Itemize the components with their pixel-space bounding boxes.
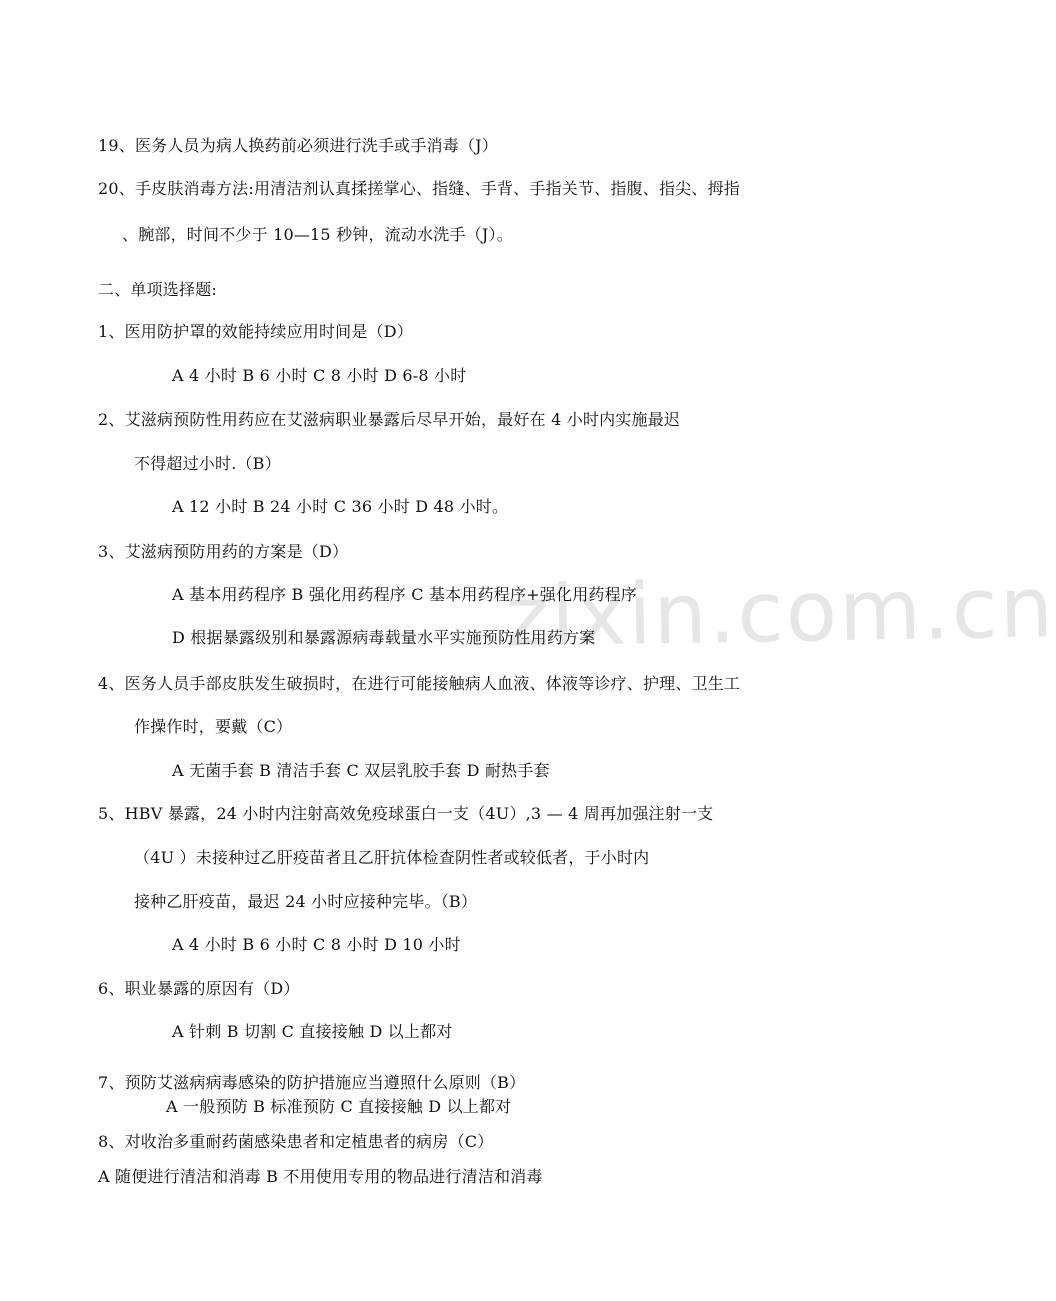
question-line: 作操作时，要戴（C） xyxy=(134,717,293,736)
answer-options: A 一般预防 B 标准预防 C 直接接触 D 以上都对 xyxy=(166,1097,512,1116)
answer-options: A 4 小时 B 6 小时 C 8 小时 D 6-8 小时 xyxy=(172,366,467,385)
question-line: 8、对收治多重耐药菌感染患者和定植患者的病房（C） xyxy=(98,1132,494,1151)
question-line: 7、预防艾滋病病毒感染的防护措施应当遵照什么原则（B） xyxy=(98,1073,526,1092)
text-line: 19、医务人员为病人换药前必须进行洗手或手消毒（J） xyxy=(98,136,498,155)
question-line: 接种乙肝疫苗，最迟 24 小时应接种完毕。（B） xyxy=(134,892,478,911)
question-line: 5、HBV 暴露，24 小时内注射高效免疫球蛋白一支（4U）,3 — 4 周再加强注射一支 xyxy=(98,804,714,823)
answer-options: A 无菌手套 B 清洁手套 C 双层乳胶手套 D 耐热手套 xyxy=(172,761,550,780)
section-heading: 二、单项选择题: xyxy=(98,280,217,299)
text-line: 、腕部，时间不少于 10—15 秒钟，流动水洗手（J）。 xyxy=(122,225,513,244)
text-line: 20、手皮肤消毒方法:用清洁剂认真揉搓掌心、指缝、手背、手指关节、指腹、指尖、拇指 xyxy=(98,179,740,198)
answer-options: A 基本用药程序 B 强化用药程序 C 基本用药程序+强化用药程序 xyxy=(172,585,637,604)
question-line: 6、职业暴露的原因有（D） xyxy=(98,979,300,998)
question-line: 3、艾滋病预防用药的方案是（D） xyxy=(98,542,349,561)
question-line: 2、艾滋病预防性用药应在艾滋病职业暴露后尽早开始，最好在 4 小时内实施最迟 xyxy=(98,410,681,429)
answer-options: A 随便进行清洁和消毒 B 不用使用专用的物品进行清洁和消毒 xyxy=(98,1167,543,1186)
answer-options: D 根据暴露级别和暴露源病毒载量水平实施预防性用药方案 xyxy=(172,628,596,647)
watermark: zixin.com.cn xyxy=(504,558,1056,666)
question-line: 4、医务人员手部皮肤发生破损时，在进行可能接触病人血液、体液等诊疗、护理、卫生工 xyxy=(98,674,741,693)
question-line: 不得超过小时.（B） xyxy=(134,454,281,473)
answer-options: A 针刺 B 切割 C 直接接触 D 以上都对 xyxy=(172,1022,453,1041)
answer-options: A 4 小时 B 6 小时 C 8 小时 D 10 小时 xyxy=(172,935,461,954)
question-line: （4U ）未接种过乙肝疫苗者且乙肝抗体检查阴性者或较低者，于小时内 xyxy=(134,848,650,867)
answer-options: A 12 小时 B 24 小时 C 36 小时 D 48 小时。 xyxy=(172,497,509,516)
question-line: 1、医用防护罩的效能持续应用时间是（D） xyxy=(98,322,414,341)
